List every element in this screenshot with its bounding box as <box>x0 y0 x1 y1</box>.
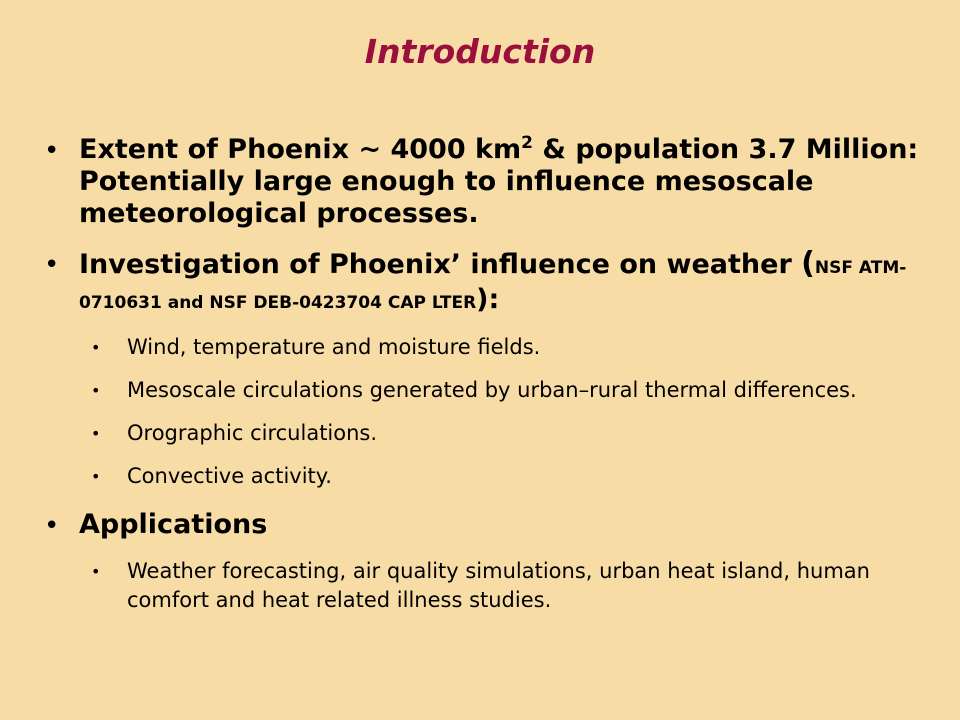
slide-title: Introduction <box>364 32 596 71</box>
bullet-text <box>79 134 944 230</box>
sub-bullet-item <box>85 376 944 405</box>
bullet-marker: • <box>44 250 60 280</box>
sub-bullet-text: Orographic circulations. <box>127 421 378 445</box>
bullet-list <box>44 130 944 633</box>
sub-bullet-text: Wind, temperature and moisture fields. <box>127 335 541 359</box>
bullet-item-investigation <box>44 248 944 491</box>
bullet-item-extent <box>44 134 944 230</box>
sub-bullet-text: Weather forecasting, air quality simulations, urban heat island, human comfort and heat related illness studies. <box>127 559 870 612</box>
bullet-marker: • <box>91 381 101 400</box>
bullet-marker: • <box>91 562 101 581</box>
sub-bullet-item <box>85 462 944 491</box>
sub-bullet-list <box>79 557 944 615</box>
bullet-text-part: Extent of Phoenix ~ 4000 km <box>79 134 522 165</box>
bullet-text-part: Investigation of Phoenix’ influence on weather <box>79 249 802 280</box>
sub-bullet-item <box>85 419 944 448</box>
sub-bullet-list <box>79 333 944 491</box>
sub-bullet-item <box>85 557 944 615</box>
bullet-marker: • <box>44 511 60 541</box>
sub-bullet-text: Mesoscale circulations generated by urban–rural thermal differences. <box>127 378 857 402</box>
bullet-text: Applications <box>79 509 268 540</box>
superscript: 2 <box>521 133 533 153</box>
sub-bullet-text: Convective activity. <box>127 464 332 488</box>
bullet-item-applications <box>44 509 944 615</box>
bullet-marker: • <box>91 424 101 443</box>
grant-numbers: NSF ATM-0710631 and NSF DEB-0423704 CAP LTER <box>79 258 907 313</box>
bullet-marker: • <box>91 467 101 486</box>
bullet-text <box>79 248 944 319</box>
paren-open: ( <box>801 246 815 281</box>
bullet-marker: • <box>91 338 101 357</box>
sub-bullet-item <box>85 333 944 362</box>
bullet-text-part: & population 3.7 Million: Potentially large enough to influence mesoscale meteorological processes. <box>79 134 919 229</box>
bullet-marker: • <box>44 136 60 166</box>
bullet-text-part: ): <box>476 284 500 315</box>
